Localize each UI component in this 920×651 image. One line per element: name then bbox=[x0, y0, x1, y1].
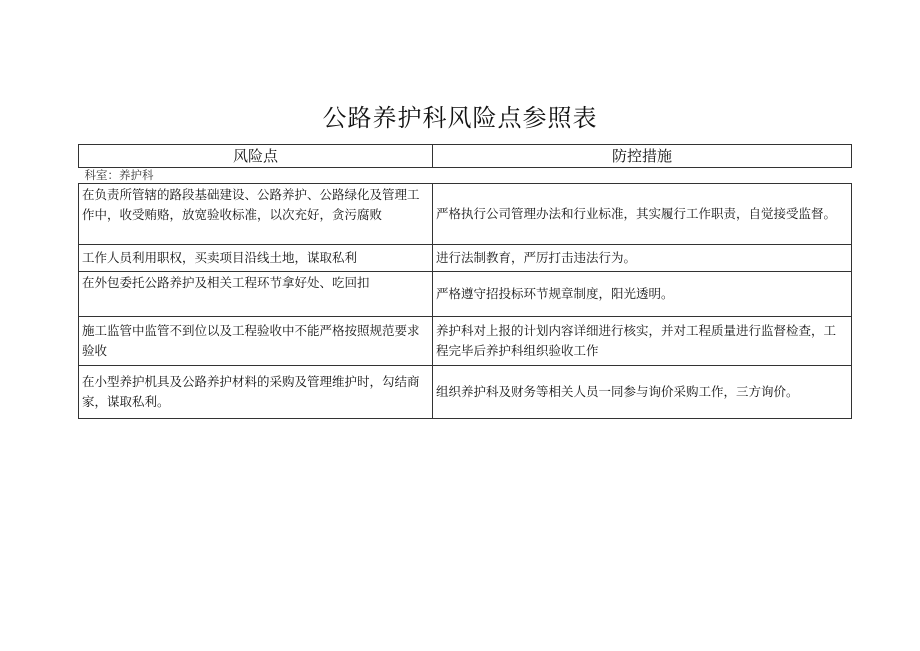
table-row bbox=[79, 317, 852, 366]
risk-cell: 施工监管中监管不到位以及工程验收中不能严格按照规范要求验收 bbox=[79, 317, 433, 366]
department-row bbox=[79, 168, 852, 184]
page-title: 公路养护科风险点参照表 bbox=[322, 104, 598, 132]
measure-cell: 养护科对上报的计划内容详细进行核实，并对工程质量进行监督检查，工程完毕后养护科组织验收工作 bbox=[433, 317, 852, 366]
department-value: 养护科 bbox=[119, 168, 154, 182]
department-label: 科室： bbox=[84, 168, 119, 182]
table-row bbox=[79, 184, 852, 245]
measure-cell: 组织养护科及财务等相关人员一同参与询价采购工作，三方询价。 bbox=[433, 366, 852, 419]
table-row bbox=[79, 366, 852, 419]
measure-cell: 严格执行公司管理办法和行业标准，其实履行工作职责，自觉接受监督。 bbox=[433, 184, 852, 245]
risk-cell: 在负责所管辖的路段基础建设、公路养护、公路绿化及管理工作中，收受贿赂，放宽验收标准，以次充好，贪污腐败 bbox=[79, 184, 433, 245]
risk-table bbox=[78, 144, 852, 419]
risk-cell: 工作人员利用职权，买卖项目沿线土地，谋取私利 bbox=[79, 245, 433, 272]
table-header-row bbox=[79, 145, 852, 168]
department-cell bbox=[79, 168, 852, 184]
measure-cell: 进行法制教育，严厉打击违法行为。 bbox=[433, 245, 852, 272]
table-row bbox=[79, 272, 852, 317]
column-header-risk: 风险点 bbox=[79, 145, 433, 168]
table-row bbox=[79, 245, 852, 272]
measure-cell: 严格遵守招投标环节规章制度，阳光透明。 bbox=[433, 272, 852, 317]
risk-cell: 在外包委托公路养护及相关工程环节拿好处、吃回扣 bbox=[79, 272, 433, 317]
risk-cell: 在小型养护机具及公路养护材料的采购及管理维护时，勾结商家，谋取私利。 bbox=[79, 366, 433, 419]
column-header-measure: 防控措施 bbox=[433, 145, 852, 168]
